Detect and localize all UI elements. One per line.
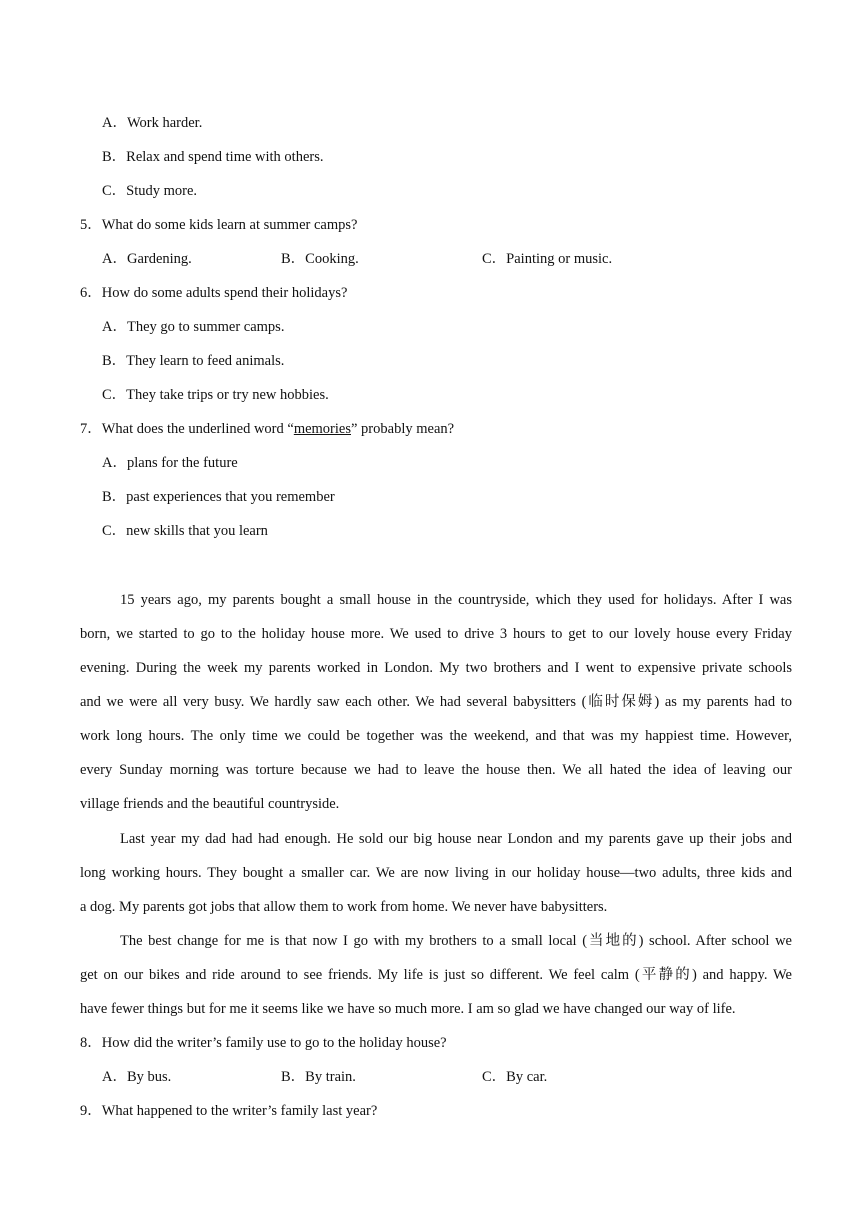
passage-line: Last year my dad had had enough. He sold our big house near London and my parents gave up their jobs and [120, 831, 792, 847]
question-text: How do some adults spend their holidays? [101, 285, 348, 301]
option-text: Study more. [126, 183, 198, 199]
option-text: They learn to feed animals. [126, 353, 285, 369]
option-text: They go to summer camps. [126, 319, 285, 335]
q5-option-b [281, 249, 359, 269]
option-text: Relax and spend time with others. [126, 149, 324, 165]
option-text: By bus. [126, 1069, 172, 1085]
option-letter: A． [102, 251, 127, 267]
question-text-after: ” probably mean? [351, 421, 455, 437]
question-5 [80, 215, 357, 235]
option-text: Gardening. [126, 251, 192, 267]
q7-option-b [102, 487, 335, 507]
passage-line: every Sunday morning was torture because we had to leave the house then. We all hated the idea of leaving our [80, 762, 792, 778]
option-letter: C． [102, 183, 127, 199]
q4-option-a [102, 113, 202, 133]
question-number: 8． [80, 1035, 102, 1051]
q7-option-c [102, 521, 268, 541]
question-8 [80, 1033, 447, 1053]
option-letter: C． [482, 1069, 507, 1085]
q6-option-c [102, 385, 329, 405]
option-text: Work harder. [126, 115, 203, 131]
question-number: 9． [80, 1103, 102, 1119]
passage-line: have fewer things but for me it seems like we have so much more. I am so glad we have changed our way of life. [80, 1001, 736, 1017]
passage-line: and we were all very busy. We hardly saw each other. We had several babysitters (临时保姆) as my parents had to [80, 694, 792, 710]
passage-line: get on our bikes and ride around to see friends. My life is just so different. We feel calm (平静的) and happy. We [80, 967, 792, 983]
option-letter: C． [102, 387, 127, 403]
option-letter: A． [102, 455, 127, 471]
option-text: They take trips or try new hobbies. [126, 387, 329, 403]
q5-option-a [102, 249, 192, 269]
question-7 [80, 419, 454, 439]
passage-line: a dog. My parents got jobs that allow them to work from home. We never have babysitters. [80, 899, 608, 915]
q7-option-a [102, 453, 238, 473]
option-letter: A． [102, 1069, 127, 1085]
question-number: 6． [80, 285, 102, 301]
option-text: Cooking. [305, 251, 359, 267]
q6-option-b [102, 351, 284, 371]
option-letter: A． [102, 115, 127, 131]
q6-option-a [102, 317, 284, 337]
q8-option-b [281, 1067, 356, 1087]
question-text: How did the writer’s family use to go to the holiday house? [101, 1035, 447, 1051]
question-number: 5． [80, 217, 102, 233]
q8-option-a [102, 1067, 171, 1087]
question-9 [80, 1101, 377, 1121]
option-letter: C． [102, 523, 127, 539]
option-letter: A． [102, 319, 127, 335]
option-letter: B． [102, 489, 127, 505]
option-text: By train. [305, 1069, 356, 1085]
passage-line: long working hours. They bought a smaller car. We are now living in our holiday house—two adults, three kids and [80, 865, 792, 881]
option-text: new skills that you learn [126, 523, 268, 539]
question-number: 7． [80, 421, 102, 437]
passage-line: work long hours. The only time we could be together was the weekend, and that was my happiest time. However, [80, 728, 792, 744]
q8-option-c [482, 1067, 547, 1087]
passage-line: 15 years ago, my parents bought a small house in the countryside, which they used for holidays. After I was [120, 592, 792, 608]
option-letter: C． [482, 251, 507, 267]
passage-line: born, we started to go to the holiday house more. We used to drive 3 hours to get to our lovely house every Friday [80, 626, 792, 642]
question-text-before: What does the underlined word “ [101, 421, 294, 437]
option-letter: B． [102, 149, 127, 165]
option-letter: B． [281, 1069, 306, 1085]
option-text: past experiences that you remember [126, 489, 335, 505]
q4-option-c [102, 181, 197, 201]
question-6 [80, 283, 347, 303]
underlined-word: memories [293, 421, 351, 437]
question-text: What happened to the writer’s family last year? [101, 1103, 378, 1119]
option-text: Painting or music. [506, 251, 613, 267]
q5-option-c [482, 249, 612, 269]
option-letter: B． [281, 251, 306, 267]
passage-line: The best change for me is that now I go with my brothers to a small local (当地的) school. After school we [120, 933, 792, 949]
q4-option-b [102, 147, 324, 167]
option-text: By car. [506, 1069, 548, 1085]
option-text: plans for the future [126, 455, 238, 471]
passage-line: village friends and the beautiful countryside. [80, 796, 340, 812]
option-letter: B． [102, 353, 127, 369]
question-text: What do some kids learn at summer camps? [101, 217, 358, 233]
passage-line: evening. During the week my parents worked in London. My two brothers and I went to expensive private schools [80, 660, 792, 676]
